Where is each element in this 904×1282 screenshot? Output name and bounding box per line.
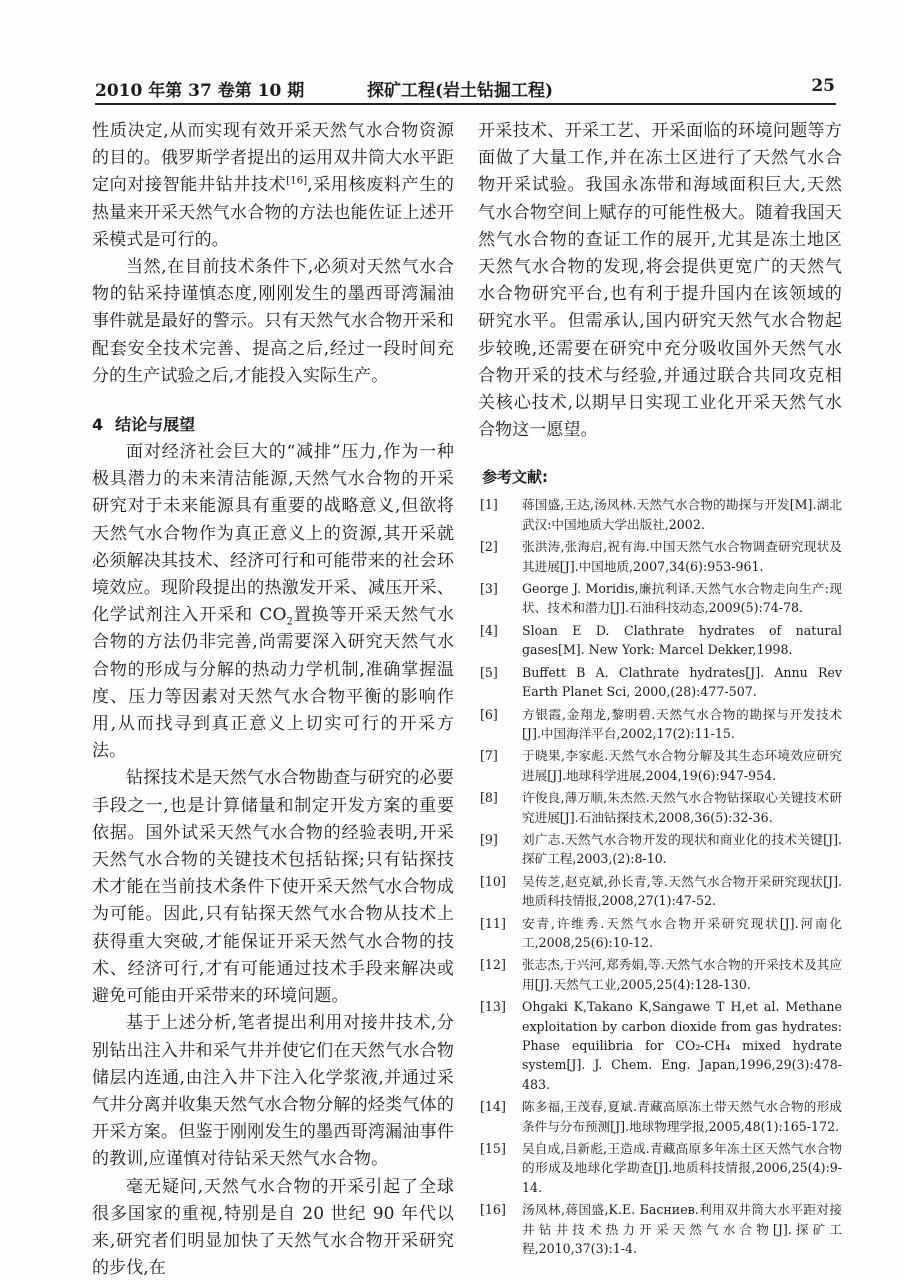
reference-item (478, 579, 842, 618)
reference-number: [4] (480, 622, 498, 638)
reference-text: 吴传芝,赵克斌,孙长青,等.天然气水合物开采研究现状[J].地质科技情报,2008,27(1):47-52. (522, 873, 842, 909)
issue-info: 2010 年第 37 卷第 10 期 (95, 81, 305, 101)
paragraph: 开采技术、开采工艺、开采面临的环境问题等方面做了大量工作,并在冻土区进行了天然气水合物开采试验。我国永冻带和海域面积巨大,天然气水合物空间上赋存的可能性极大。随着我国天然气水合物的查证工作的展开,尤其是冻土地区天然气水合物的发现,将会提供更宽广的天然气水合物研究平台,也有利于提升国内在该领域的研究水平。但需承认,国内研究天然气水合物起步较晚,还需要在研究中充分吸收国外天然气水合物开采的技术与经验,并通过联合共同攻克相关核心技术,以期早日实现工业化开采天然气水合物这一愿望。 (478, 121, 842, 441)
reference-number: [15] (480, 1141, 506, 1157)
reference-number: [10] (480, 873, 506, 889)
paragraph: 基于上述分析,笔者提出利用对接井技术,分别钻出注入井和采气井并使它们在天然气水合物储层内连通,由注入井下注入化学浆液,并通过采气井分离并收集天然气水合物分解的烃类气体的开采方案。但鉴于刚刚发生的墨西哥湾漏油事件的教训,应谨慎对待钻采天然气水合物。 (92, 1013, 454, 1170)
reference-item (478, 746, 842, 785)
reference-text: 张志杰,于兴河,郑秀娟,等.天然气水合物的开采技术及其应用[J].天然气工业,2005,25(4):128-130. (522, 957, 842, 992)
paragraph: 钻探技术是天然气水合物勘查与研究的必要手段之一,也是计算储量和制定开发方案的重要依据。国外试采天然气水合物的经验表明,开采天然气水合物的关键技术包括钻探;只有钻探技术才能在当前技术条件下使开采天然气水合物成为可能。因此,只有钻探天然气水合物从技术上获得重大突破,才能保证开采天然气水合物的技术、经济可行,才有可能通过技术手段来解决或避免可能由开采带来的环境问题。 (92, 768, 454, 1007)
paragraph-text: ,采用核废料产生的热量来开采天然气水合物的方法也能佐证上述开采模式是可行的。 (92, 175, 454, 250)
reference-item (478, 997, 842, 1094)
citation-marker: [16] (286, 175, 308, 187)
reference-number: [3] (480, 581, 498, 597)
reference-text: 汤凤林,蒋国盛,K.E. Басниев.利用双井筒大水平距对接井钻井技术热力开采天然气水合物[J].探矿工程,2010,37(3):1-4. (522, 1202, 842, 1257)
paragraph-text: 性质决定,从而实现有效开采天然气水合物资源的目的。俄罗斯学者提出的运用双井筒大水平距定向对接智能井钻井技术 (92, 121, 454, 196)
reference-item (478, 830, 842, 869)
reference-number: [6] (480, 706, 498, 722)
reference-item (478, 621, 842, 660)
section-heading (92, 412, 454, 435)
reference-text: Ohgaki K,Takano K,Sangawe T H,et al. Methane exploitation by carbon dioxide from gas hydrates: Phase equilibria for CO₂-CH₄ mixed hydrate system[J]. J. Chem. Eng. Japan,1996,29(3):478-483. (522, 999, 842, 1092)
section-number: 4 (92, 415, 104, 435)
references-list (478, 495, 842, 1258)
reference-text: 蒋国盛,王达,汤凤林.天然气水合物的勘探与开发[M].湖北武汉:中国地质大学出版社,2002. (522, 497, 842, 532)
journal-title: 探矿工程(岩土钻掘工程) (367, 81, 554, 101)
paragraph: 当然,在目前技术条件下,必须对天然气水合物的钻采持谨慎态度,刚刚发生的墨西哥湾漏油事件就是最好的警示。只有天然气水合物开采和配套安全技术完善、提高之后,经过一段时间充分的生产试验之后,才能投入实际生产。 (92, 257, 454, 386)
reference-text: Sloan E D. Clathrate hydrates of natural gases[M]. New York: Marcel Dekker,1998. (522, 622, 842, 658)
reference-number: [12] (480, 957, 506, 973)
reference-item (478, 537, 842, 576)
reference-text: Buffett B A. Clathrate hydrates[J]. Annu Rev Earth Planet Sci, 2000,(28):477-507. (522, 664, 842, 700)
running-header (95, 68, 835, 102)
reference-number: [14] (480, 1099, 506, 1115)
reference-text: 刘广志.天然气水合物开发的现状和商业化的技术关键[J].探矿工程,2003,(2):8-10. (522, 831, 842, 867)
subscript: 2 (286, 616, 293, 628)
paragraph-text: 置换等开采天然气水合物的方法仍非完善,尚需要深入研究天然气水合物的形成与分解的热动力学机制,准确掌握温度、压力等因素对天然气水合物平衡的影响作用,从而找寻到真正意义上切实可行的开采方法。 (92, 605, 454, 762)
reference-item (478, 495, 842, 534)
reference-number: [7] (480, 748, 498, 764)
reference-item (478, 1097, 842, 1136)
reference-item (478, 872, 842, 911)
reference-text: 吴自成,吕新彪,王造成.青藏高原多年冻土区天然气水合物的形成及地球化学勘查[J].地质科技情报,2006,25(4):9-14. (522, 1141, 842, 1195)
reference-text: 于晓果,李家彪.天然气水合物分解及其生态环境效应研究进展[J].地球科学进展,2004,19(6):947-954. (522, 748, 842, 783)
paragraph (92, 439, 454, 765)
reference-text: George J. Moridis,廉抗利译.天然气水合物走向生产:现状、技术和潜力[J].石油科技动态,2009(5):74-78. (522, 581, 842, 616)
reference-number: [2] (480, 539, 498, 555)
reference-text: 张洪涛,张海启,祝有海.中国天然气水合物调查研究现状及其进展[J].中国地质,2007,34(6):953-961. (522, 539, 842, 574)
reference-item (478, 663, 842, 702)
reference-text: 陈多福,王茂春,夏斌.青藏高原冻土带天然气水合物的形成条件与分布预测[J].地球物理学报,2005,48(1):165-172. (522, 1099, 842, 1134)
reference-number: [8] (480, 790, 498, 806)
reference-text: 方银霞,金翔龙,黎明碧.天然气水合物的勘探与开发技术[J].中国海洋平台,2002,17(2):11-15. (522, 706, 842, 741)
reference-text: 许俊良,薄万顺,朱杰然.天然气水合物钻探取心关键技术研究进展[J].石油钻探技术,2008,36(5):32-36. (522, 790, 842, 825)
reference-number: [11] (480, 915, 506, 931)
reference-item (478, 705, 842, 744)
reference-number: [16] (480, 1202, 506, 1218)
reference-number: [1] (480, 497, 498, 513)
reference-item (478, 1200, 842, 1258)
header-rule (95, 103, 836, 105)
reference-number: [13] (480, 999, 506, 1015)
reference-item (478, 1139, 842, 1197)
reference-item (478, 914, 842, 953)
page-number: 25 (811, 76, 835, 96)
reference-number: [9] (480, 831, 498, 847)
references-heading: 参考文献: (482, 468, 548, 487)
reference-item (478, 955, 842, 994)
section-title: 结论与展望 (115, 415, 196, 435)
paragraph-text: 面对经济社会巨大的“减排”压力,作为一种极具潜力的未来清洁能源,天然气水合物的开采研究对于未来能源具有重要的战略意义,但欲将天然气水合物作为真正意义上的资源,其开采就必须解决其技术、经济可行和可能带来的社会环境效应。现阶段提出的热激发开采、减压开采、化学试剂注入开采和 CO (92, 442, 454, 626)
paragraph (92, 118, 454, 254)
left-column (92, 118, 454, 1282)
reference-number: [5] (480, 664, 498, 680)
right-column (478, 118, 842, 1261)
reference-item (478, 788, 842, 827)
paragraph: 毫无疑问,天然气水合物的开采引起了全球很多国家的重视,特别是自 20 世纪 90 年代以来,研究者们明显加快了天然气水合物开采研究的步伐,在 (92, 1176, 454, 1279)
reference-text: 安青,许维秀.天然气水合物开采研究现状[J].河南化工,2008,25(6):10-12. (522, 915, 842, 950)
